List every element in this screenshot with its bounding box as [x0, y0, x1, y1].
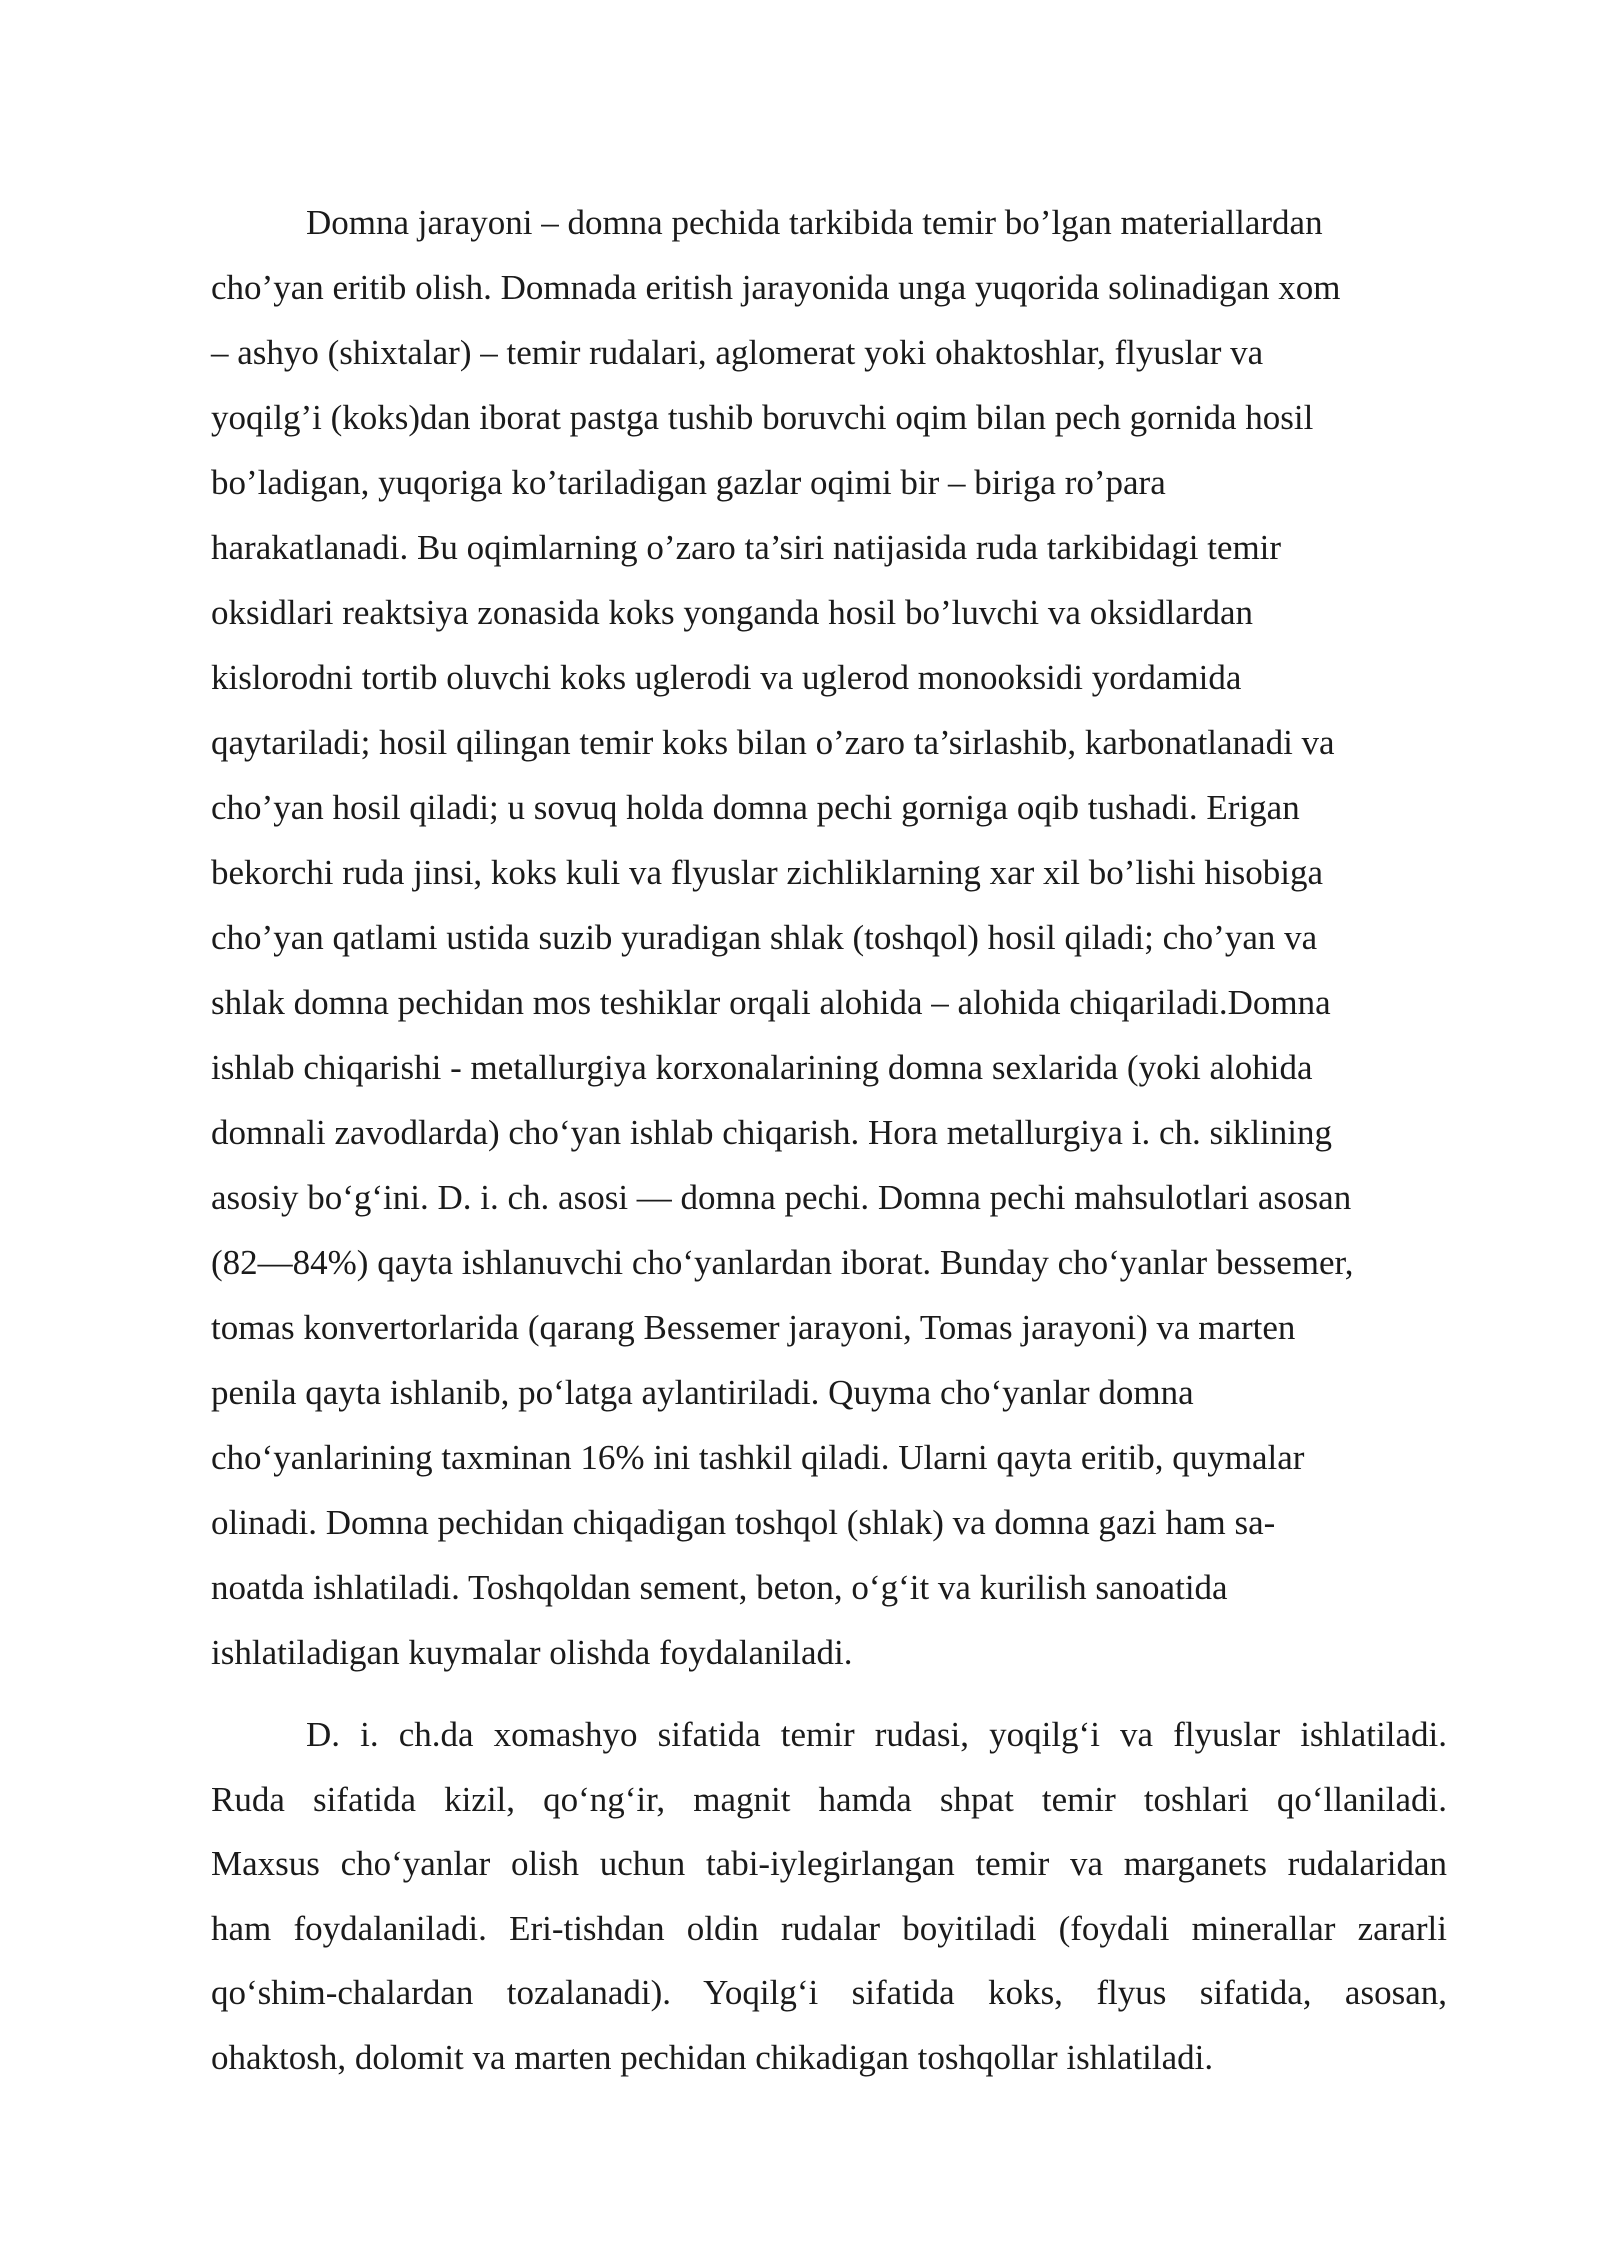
text-line: noatda ishlatiladi. Toshqoldan sement, beton, o‘g‘it va kurilish sanoatida: [211, 1568, 1228, 1607]
text-line: qo‘shim-chalardan tozalanadi). Yoqilg‘i sifatida koks, flyus sifatida, asosan,: [211, 1973, 1447, 2012]
text-line: oksidlari reaktsiya zonasida koks yonganda hosil bo’luvchi va oksidlardan: [211, 593, 1253, 632]
text-line: Ruda sifatida kizil, qo‘ng‘ir, magnit hamda shpat temir toshlari qo‘llaniladi.: [211, 1779, 1447, 1819]
text-line: domnali zavodlarda) cho‘yan ishlab chiqarish. Hora metallurgiya i. ch. siklining: [211, 1113, 1332, 1152]
paragraph-domna-jarayoni: [211, 190, 1447, 1685]
text-line: cho’yan hosil qiladi; u sovuq holda domna pechi gorniga oqib tushadi. Erigan: [211, 788, 1300, 827]
text-line: asosiy bo‘g‘ini. D. i. ch. asosi — domna pechi. Domna pechi mahsulotlari asosan: [211, 1178, 1352, 1217]
text-line: tomas konvertorlarida (qarang Bessemer jarayoni, Tomas jarayoni) va marten: [211, 1308, 1296, 1347]
text-line: D. i. ch.da xomashyo sifatida temir rudasi, yoqilg‘i va flyuslar ishlatiladi.: [306, 1715, 1447, 1754]
text-line: ohaktosh, dolomit va marten pechidan chikadigan toshqollar ishlatiladi.: [211, 2037, 1214, 2077]
text-line: – ashyo (shixtalar) – temir rudalari, aglomerat yoki ohaktoshlar, flyuslar va: [211, 333, 1264, 372]
text-line: penila qayta ishlanib, po‘latga aylantiriladi. Quyma cho‘yanlar domna: [211, 1373, 1194, 1412]
text-line: Maxsus cho‘yanlar olish uchun tabi-iylegirlangan temir va marganets rudalaridan: [211, 1844, 1447, 1883]
text-line: ishlatiladigan kuymalar olishda foydalaniladi.: [211, 1633, 853, 1672]
text-line: cho’yan qatlami ustida suzib yuradigan shlak (toshqol) hosil qiladi; cho’yan va: [211, 918, 1318, 957]
text-line: qaytariladi; hosil qilingan temir koks bilan o’zaro ta’sirlashib, karbonatlanadi va: [211, 723, 1335, 762]
text-line: kislorodni tortib oluvchi koks uglerodi va uglerod monooksidi yordamida: [211, 658, 1242, 697]
text-line: (82—84%) qayta ishlanuvchi cho‘yanlardan iborat. Bunday cho‘yanlar bessemer,: [211, 1243, 1354, 1282]
text-line: cho‘yanlarining taxminan 16% ini tashkil qiladi. Ularni qayta eritib, quymalar: [211, 1438, 1305, 1477]
text-line: olinadi. Domna pechidan chiqadigan toshqol (shlak) va domna gazi ham sa-: [211, 1503, 1276, 1542]
paragraph-xomashyo: [211, 1703, 1447, 2090]
text-line: shlak domna pechidan mos teshiklar orqali alohida – alohida chiqariladi.Domna: [211, 983, 1331, 1022]
text-line: bo’ladigan, yuqoriga ko’tariladigan gazlar oqimi bir – biriga ro’para: [211, 463, 1166, 502]
text-line: bekorchi ruda jinsi, koks kuli va flyuslar zichliklarning xar xil bo’lishi hisobiga: [211, 853, 1324, 892]
text-line: ishlab chiqarishi - metallurgiya korxonalarining domna sexlarida (yoki alohida: [211, 1048, 1313, 1087]
text-line: ham foydalaniladi. Eri-tishdan oldin rudalar boyitiladi (foydali minerallar zararli: [211, 1908, 1447, 1948]
text-line: harakatlanadi. Bu oqimlarning o’zaro ta’siri natijasida ruda tarkibidagi temir: [211, 528, 1282, 567]
text-line: cho’yan eritib olish. Domnada eritish jarayonida unga yuqorida solinadigan xom: [211, 268, 1341, 307]
text-line: Domna jarayoni – domna pechida tarkibida temir bo’lgan materiallardan: [306, 203, 1323, 242]
text-line: yoqilg’i (koks)dan iborat pastga tushib boruvchi oqim bilan pech gornida hosil: [211, 398, 1314, 437]
